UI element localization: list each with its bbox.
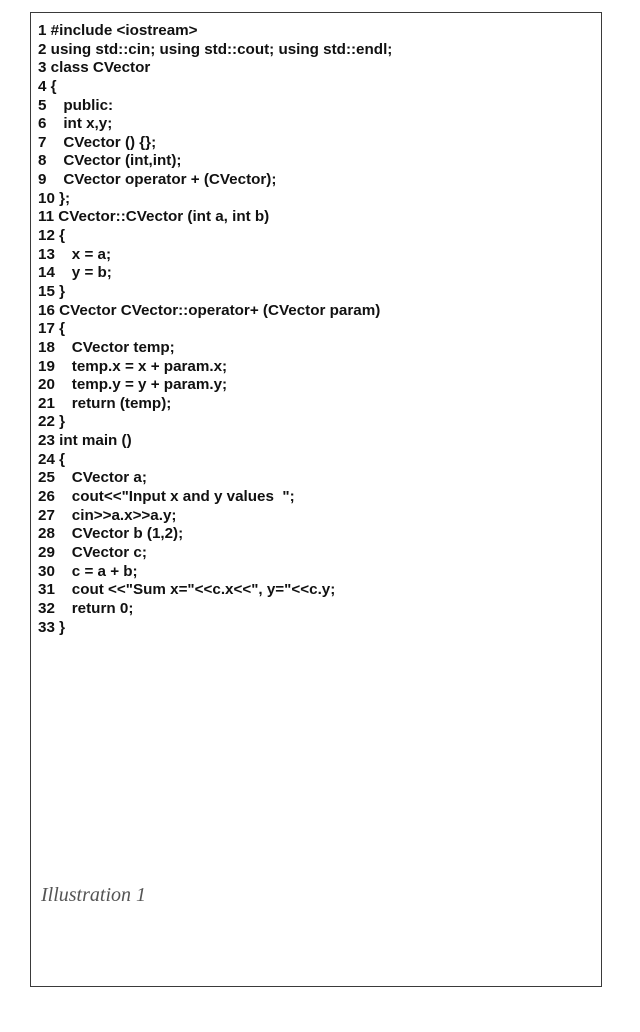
code-line: 16 CVector CVector::operator+ (CVector param)	[38, 301, 381, 319]
code-line: 10 };	[38, 189, 71, 207]
code-line: 5 public:	[38, 96, 114, 114]
code-line: 25 CVector a;	[38, 469, 147, 487]
code-line: 14 y = b;	[38, 264, 112, 282]
code-line: 19 temp.x = x + param.x;	[38, 357, 228, 375]
code-line: 31 cout <<"Sum x="<<c.x<<", y="<<c.y;	[38, 581, 336, 599]
code-line: 22 }	[38, 413, 66, 431]
code-line: 28 CVector b (1,2);	[38, 525, 184, 543]
code-line: 13 x = a;	[38, 245, 112, 263]
code-line: 11 CVector::CVector (int a, int b)	[38, 208, 270, 226]
code-line: 17 {	[38, 320, 66, 338]
code-line: 18 CVector temp;	[38, 338, 175, 356]
code-line: 24 {	[38, 450, 66, 468]
code-line: 2 using std::cin; using std::cout; using std::endl;	[38, 40, 393, 58]
code-line: 3 class CVector	[38, 59, 151, 77]
code-line: 21 return (temp);	[38, 394, 172, 412]
code-figure-frame	[30, 12, 602, 987]
code-line: 4 {	[38, 77, 57, 95]
code-line: 32 return 0;	[38, 599, 134, 617]
code-line: 9 CVector operator + (CVector);	[38, 171, 277, 189]
code-line: 29 CVector c;	[38, 543, 147, 561]
code-line: 23 int main ()	[38, 432, 132, 450]
code-line: 12 {	[38, 227, 66, 245]
code-listing	[38, 22, 595, 637]
code-line: 26 cout<<"Input x and y values ";	[38, 488, 295, 506]
code-line: 20 temp.y = y + param.y;	[38, 376, 228, 394]
code-line: 33 }	[38, 618, 66, 636]
code-line: 15 }	[38, 282, 66, 300]
code-line: 8 CVector (int,int);	[38, 152, 182, 170]
code-line: 30 c = a + b;	[38, 562, 138, 580]
figure-caption: Illustration 1	[41, 884, 147, 906]
code-line: 1 #include <iostream>	[38, 22, 198, 39]
code-line: 7 CVector () {};	[38, 133, 157, 151]
code-line: 6 int x,y;	[38, 115, 113, 133]
code-line: 27 cin>>a.x>>a.y;	[38, 506, 177, 524]
